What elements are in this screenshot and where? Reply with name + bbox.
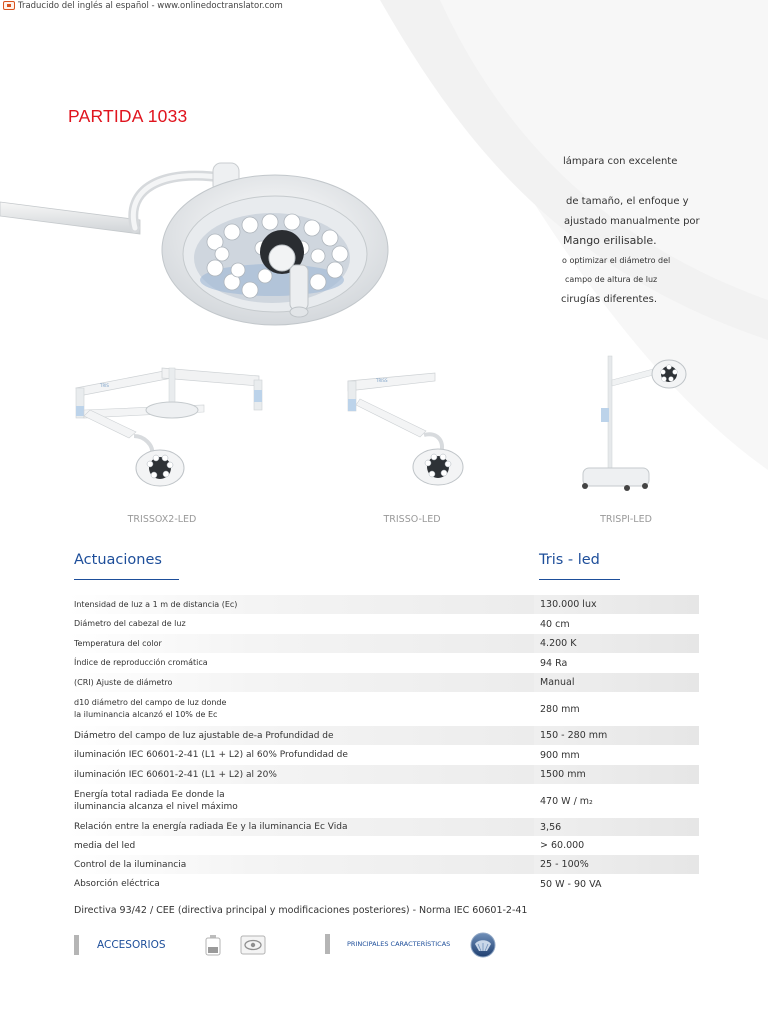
product-caption-trisso: TRISSO-LED: [383, 514, 441, 525]
spec-label: (CRI) Ajuste de diámetro: [68, 673, 534, 692]
spec-label: Control de la iluminancia: [68, 855, 534, 874]
translate-icon: [3, 1, 15, 10]
table-row: [68, 836, 699, 855]
spec-label: iluminación IEC 60601-2-41 (L1 + L2) al 60% Profundidad de: [74, 750, 348, 760]
table-row: [68, 634, 699, 653]
spec-value: 1500 mm: [534, 765, 699, 784]
spec-label: Intensidad de luz a 1 m de distancia (Ec): [68, 595, 534, 614]
specs-heading: Actuaciones: [74, 552, 162, 568]
description-line: ajustado manualmente por: [564, 216, 700, 227]
accessories-link[interactable]: ACCESORIOS: [97, 939, 166, 951]
product-arm-label: TRIS: [100, 383, 109, 388]
product-image-trispi: [575, 352, 695, 500]
description-line: o optimizar el diámetro del: [562, 256, 671, 265]
spec-value: 25 - 100%: [534, 855, 699, 874]
table-row: [68, 818, 699, 836]
spec-value: 50 W - 90 VA: [540, 878, 602, 890]
spec-label-line: Energía total radiada Ee donde la: [74, 790, 225, 800]
model-heading-underline: [539, 579, 620, 580]
description-line: lámpara con excelente: [563, 156, 678, 167]
table-row: [68, 745, 699, 765]
spec-label-line: iluminancia alcanza el nivel máximo: [74, 802, 238, 812]
description-line: cirugías diferentes.: [561, 294, 658, 305]
spec-value: Manual: [534, 673, 699, 692]
spec-label: [68, 692, 534, 726]
description-line: Mango erilisable.: [563, 234, 657, 247]
product-arm-label: TRISS: [376, 378, 388, 383]
table-row: [68, 784, 699, 818]
spec-label-line: la iluminancia alcanzó el 10% de Ec: [74, 710, 218, 719]
model-heading: Tris - led: [539, 552, 600, 568]
table-row: [68, 726, 699, 745]
spec-value: 470 W / m₂: [540, 795, 593, 807]
spec-label: Índice de reproducción cromática: [74, 658, 208, 667]
table-row: [68, 595, 699, 614]
spec-value: 4.200 K: [534, 634, 699, 653]
spec-label: Diámetro del campo de luz ajustable de-a Profundidad de: [68, 726, 534, 745]
table-row: [68, 653, 699, 673]
specs-heading-underline: [74, 579, 179, 580]
table-row: [68, 855, 699, 874]
spec-value: 130.000 lux: [534, 595, 699, 614]
spec-label: Relación entre la energía radiada Ee y la iluminancia Ec Vida: [68, 818, 534, 836]
spec-value: 3,56: [534, 818, 699, 836]
product-image-trissox2: [74, 360, 274, 490]
footer-divider: [74, 935, 79, 955]
spec-value: 40 cm: [540, 618, 570, 630]
main-features-link[interactable]: PRINCIPALES CARACTERÍSTICAS: [347, 940, 451, 948]
spec-label: Temperatura del color: [68, 634, 534, 653]
table-row: [68, 614, 699, 634]
spec-label: Absorción eléctrica: [74, 879, 160, 889]
spec-label: media del led: [74, 840, 136, 851]
spec-value: 900 mm: [540, 749, 580, 761]
spec-value: 94 Ra: [540, 657, 568, 669]
spec-value: 280 mm: [540, 703, 580, 715]
table-row: [68, 673, 699, 692]
spec-value: 150 - 280 mm: [534, 726, 699, 745]
table-row: [68, 692, 699, 726]
spec-label-line: d10 diámetro del campo de luz donde: [74, 698, 227, 707]
eye-icon[interactable]: [240, 935, 266, 955]
description-line: de tamaño, el enfoque y: [566, 196, 689, 207]
page-title: PARTIDA 1033: [68, 106, 188, 126]
spec-label: [68, 784, 534, 818]
product-caption-trispi: TRISPI-LED: [600, 514, 652, 525]
spec-value: > 60.000: [540, 840, 585, 851]
footer-divider: [325, 934, 330, 954]
table-row: [68, 874, 699, 894]
translate-link[interactable]: Traducido del inglés al español - www.onlinedoctranslator.com: [18, 0, 283, 11]
surgical-lamp-image: [0, 150, 390, 330]
directive-note: Directiva 93/42 / CEE (directiva principal y modificaciones posteriores) - Norma IEC 60601-2-41: [74, 905, 528, 916]
product-image-trisso: [340, 365, 480, 490]
product-caption-trissox2: TRISSOX2-LED: [127, 514, 197, 525]
translate-bar[interactable]: [3, 0, 283, 11]
spec-label: Diámetro del cabezal de luz: [74, 619, 186, 628]
description-line: campo de altura de luz: [565, 275, 658, 284]
spec-label: iluminación IEC 60601-2-41 (L1 + L2) al 20%: [68, 765, 534, 784]
battery-icon[interactable]: [205, 934, 221, 956]
table-row: [68, 765, 699, 784]
lamp-dome-icon[interactable]: [470, 932, 496, 958]
